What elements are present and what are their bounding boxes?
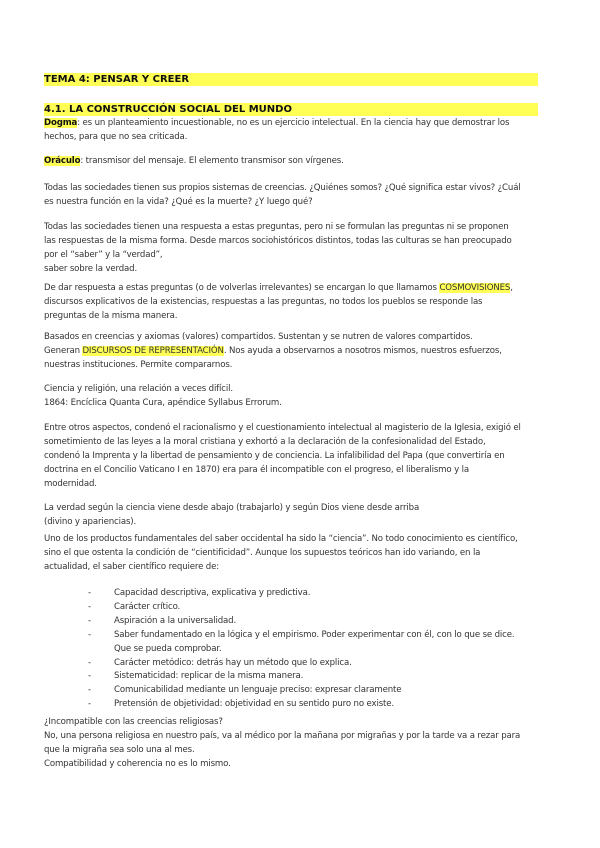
paragraph-syllabus: Entre otros aspectos, condenó el racionalismo y el cuestionamiento intelectual al magisterio de la Iglesia, exigió el sometimiento de las leyes a la moral cristiana y exhortó a la declaración de la confesionalidad del Estado, condenó la Imprenta y la libertad de pensamiento y de conciencia. La infalibilidad del Papa (que convertiría en doctrina en el Concilio Vaticano I en 1870) era para él incompatible con el progreso, el liberalismo y la modernidad.	[44, 423, 521, 489]
list-item-text: Carácter metódico: detrás hay un método que lo explica.	[114, 657, 352, 668]
list-item	[88, 615, 558, 629]
bullet-dash: -	[88, 588, 91, 598]
section-heading: 4.1. LA CONSTRUCCIÓN SOCIAL DEL MUNDO	[44, 103, 538, 116]
text: Basados en creencias y axiomas (valores) compartidos. Sustentan y se nutren de valores compartidos. Generan	[44, 332, 473, 356]
bullet-dash: -	[88, 657, 91, 668]
highlight-cosmovisiones: COSMOVISIONES	[439, 283, 511, 293]
list-item-text: Aspiración a la universalidad.	[114, 615, 237, 626]
paragraph-incompatible: ¿Incompatible con las creencias religiosas? No, una persona religiosa en nuestro país, va al médico por la mañana por migrañas y por la tarde va a rezar para que la migraña sea solo una al mes. Compatibilidad y coherencia no es lo mismo.	[44, 717, 521, 769]
list-item	[88, 670, 558, 684]
list-item	[88, 698, 558, 712]
text: De dar respuesta a estas preguntas (o de volverlas irrelevantes) se encargan lo que llamamos	[44, 283, 440, 293]
list-item	[88, 601, 558, 615]
oraculo-text: : transmisor del mensaje. El elemento transmisor son vírgenes.	[80, 156, 344, 166]
dogma-text: : es un planteamiento incuestionable, no es un ejercicio intelectual. En la ciencia hay que demostrar los hechos, para que no sea criticada.	[44, 118, 510, 142]
paragraph-verdad: La verdad según la ciencia viene desde abajo (trabajarlo) y según Dios viene desde arriba (divino y apariencias).	[44, 503, 420, 527]
paragraph-discursos	[44, 331, 564, 373]
oraculo-definition	[44, 155, 564, 169]
list-item-text: Comunicabilidad mediante un lenguaje preciso: expresar claramente	[114, 685, 402, 696]
list-item-text: Sistematicidad: replicar de la misma manera.	[114, 671, 304, 682]
bullet-dash: -	[88, 601, 91, 612]
text: , discursos explicativos de la existencias, respuestas a las preguntas, no todos los pueblos se responde las preguntas de la misma manera.	[44, 283, 513, 321]
document-title: TEMA 4: PENSAR Y CREER	[44, 73, 538, 86]
requirements-list	[88, 587, 558, 712]
text: . Nos ayuda a observarnos a nosotros mismos, nuestros esfuerzos, nuestras instituciones. Permite compararnos.	[44, 345, 502, 370]
list-item	[88, 587, 558, 601]
oraculo-term: Oráculo	[44, 156, 81, 166]
paragraph-ciencia-religion: Ciencia y religión, una relación a veces difícil. 1864: Encíclica Quanta Cura, apéndice Syllabus Errorum.	[44, 384, 282, 408]
list-item	[88, 629, 558, 657]
list-item-text: Pretensión de objetividad: objetividad en su sentido puro no existe.	[114, 699, 394, 710]
list-item-text: Saber fundamentado en la lógica y el empirismo. Poder experimentar con él, con lo que se dice. Que se pueda comprobar.	[114, 629, 515, 654]
bullet-dash: -	[88, 699, 91, 710]
dogma-definition	[44, 117, 564, 145]
bullet-dash: -	[88, 629, 91, 640]
list-item	[88, 657, 558, 671]
highlight-discursos: DISCURSOS DE REPRESENTACIÓN	[82, 345, 224, 356]
list-item-text: Carácter crítico.	[114, 601, 181, 612]
list-item-text: Capacidad descriptiva, explicativa y predictiva.	[114, 588, 311, 598]
bullet-dash: -	[88, 685, 91, 696]
paragraph-1: Todas las sociedades tienen sus propios sistemas de creencias. ¿Quiénes somos? ¿Qué significa estar vivos? ¿Cuál es nuestra función en la vida? ¿Qué es la muerte? ¿Y luego qué?	[44, 183, 521, 207]
bullet-dash: -	[88, 615, 91, 626]
paragraph-2: Todas las sociedades tienen una respuesta a estas preguntas, pero ni se formulan las preguntas ni se proponen las respuestas de la misma forma. Desde marcos sociohistóricos distintos, todas las culturas se han preocupado por el “saber” y la “verdad”, saber sobre la verdad.	[44, 222, 512, 274]
paragraph-ciencia: Uno de los productos fundamentales del saber occidental ha sido la “ciencia”. No todo conocimiento es científico, sino el que ostenta la condición de “cientificidad”. Aunque los supuestos teóricos han ido variando, en la actualidad, el saber científico requiere de:	[44, 534, 518, 572]
bullet-dash: -	[88, 671, 91, 682]
dogma-term: Dogma	[44, 118, 78, 128]
paragraph-cosmovisiones	[44, 282, 564, 324]
list-item	[88, 684, 558, 698]
